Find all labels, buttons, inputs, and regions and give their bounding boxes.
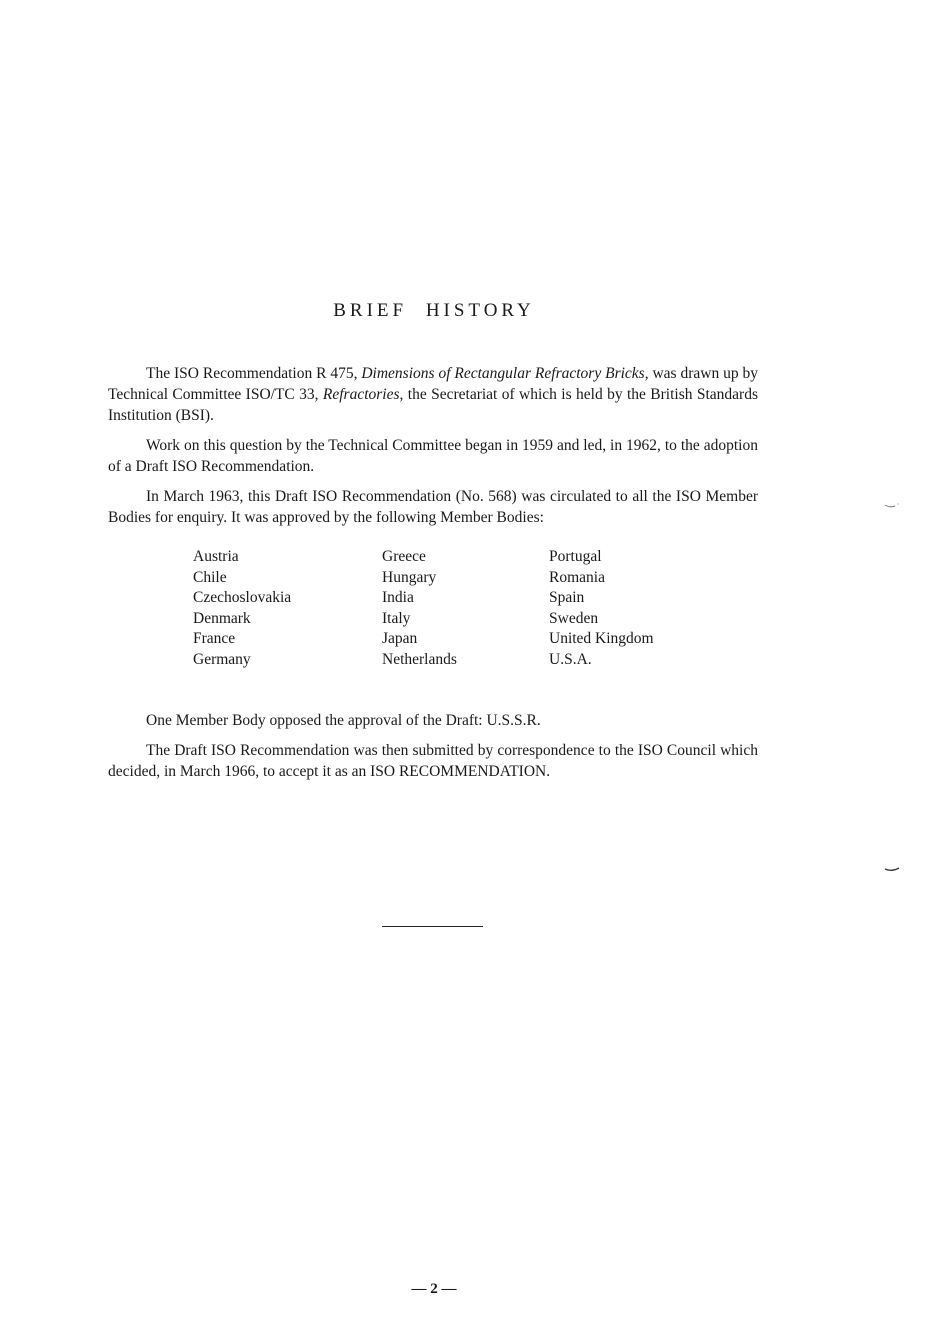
paragraph-intro [108, 363, 758, 426]
member-column-3 [549, 547, 709, 670]
member-body: U.S.A. [549, 650, 592, 668]
member-body: India [382, 589, 414, 606]
scan-mark [884, 866, 900, 872]
member-body: United Kingdom [549, 630, 654, 647]
member-body: Netherlands [382, 650, 457, 668]
history-text-lower [108, 710, 758, 791]
intro-text-c: , the Secretariat of which is held by the British Standards Institution (BSI). [108, 386, 758, 424]
member-column-1 [193, 547, 382, 670]
paragraph-acceptance: The Draft ISO Recommendation was then submitted by correspondence to the ISO Council which decided, in March 1966, to accept it as an ISO RECOMMENDATION. [108, 742, 758, 780]
member-body: Japan [382, 630, 418, 647]
member-body: France [193, 630, 236, 647]
member-body: Germany [193, 650, 251, 668]
member-body: Sweden [549, 609, 599, 627]
member-body: Chile [193, 568, 227, 586]
page-title: BRIEF HISTORY [333, 300, 535, 321]
closing-rule [382, 926, 483, 927]
history-text-upper [108, 363, 758, 537]
intro-text-b: , was drawn up by Technical Committee ISO/TC 33, [108, 365, 758, 403]
member-body: Austria [193, 548, 239, 565]
paragraph-circulation: In March 1963, this Draft ISO Recommendation (No. 568) was circulated to all the ISO Member Bodies for enquiry. It was approved by the following Member Bodies: [108, 488, 758, 526]
intro-italic-committee: Refractories [322, 386, 400, 403]
member-body: Italy [382, 609, 411, 627]
paragraph-work: Work on this question by the Technical Committee began in 1959 and led, in 1962, to the adoption of a Draft ISO Recommendation. [108, 437, 758, 475]
member-body: Denmark [193, 609, 251, 627]
intro-italic-title: Dimensions of Rectangular Refractory Bricks [361, 365, 645, 382]
scan-mark [884, 502, 900, 508]
intro-text-a: The ISO Recommendation R 475, [146, 365, 362, 382]
member-column-2 [382, 547, 549, 670]
member-body: Romania [549, 568, 605, 586]
member-body: Greece [382, 548, 426, 565]
member-body: Czechoslovakia [193, 589, 292, 606]
member-bodies-list [193, 547, 709, 670]
member-body: Hungary [382, 568, 437, 586]
paragraph-opposition: One Member Body opposed the approval of the Draft: U.S.S.R. [146, 712, 541, 729]
member-body: Spain [549, 589, 585, 606]
page-number: — 2 — [411, 1281, 457, 1297]
member-body: Portugal [549, 548, 602, 565]
